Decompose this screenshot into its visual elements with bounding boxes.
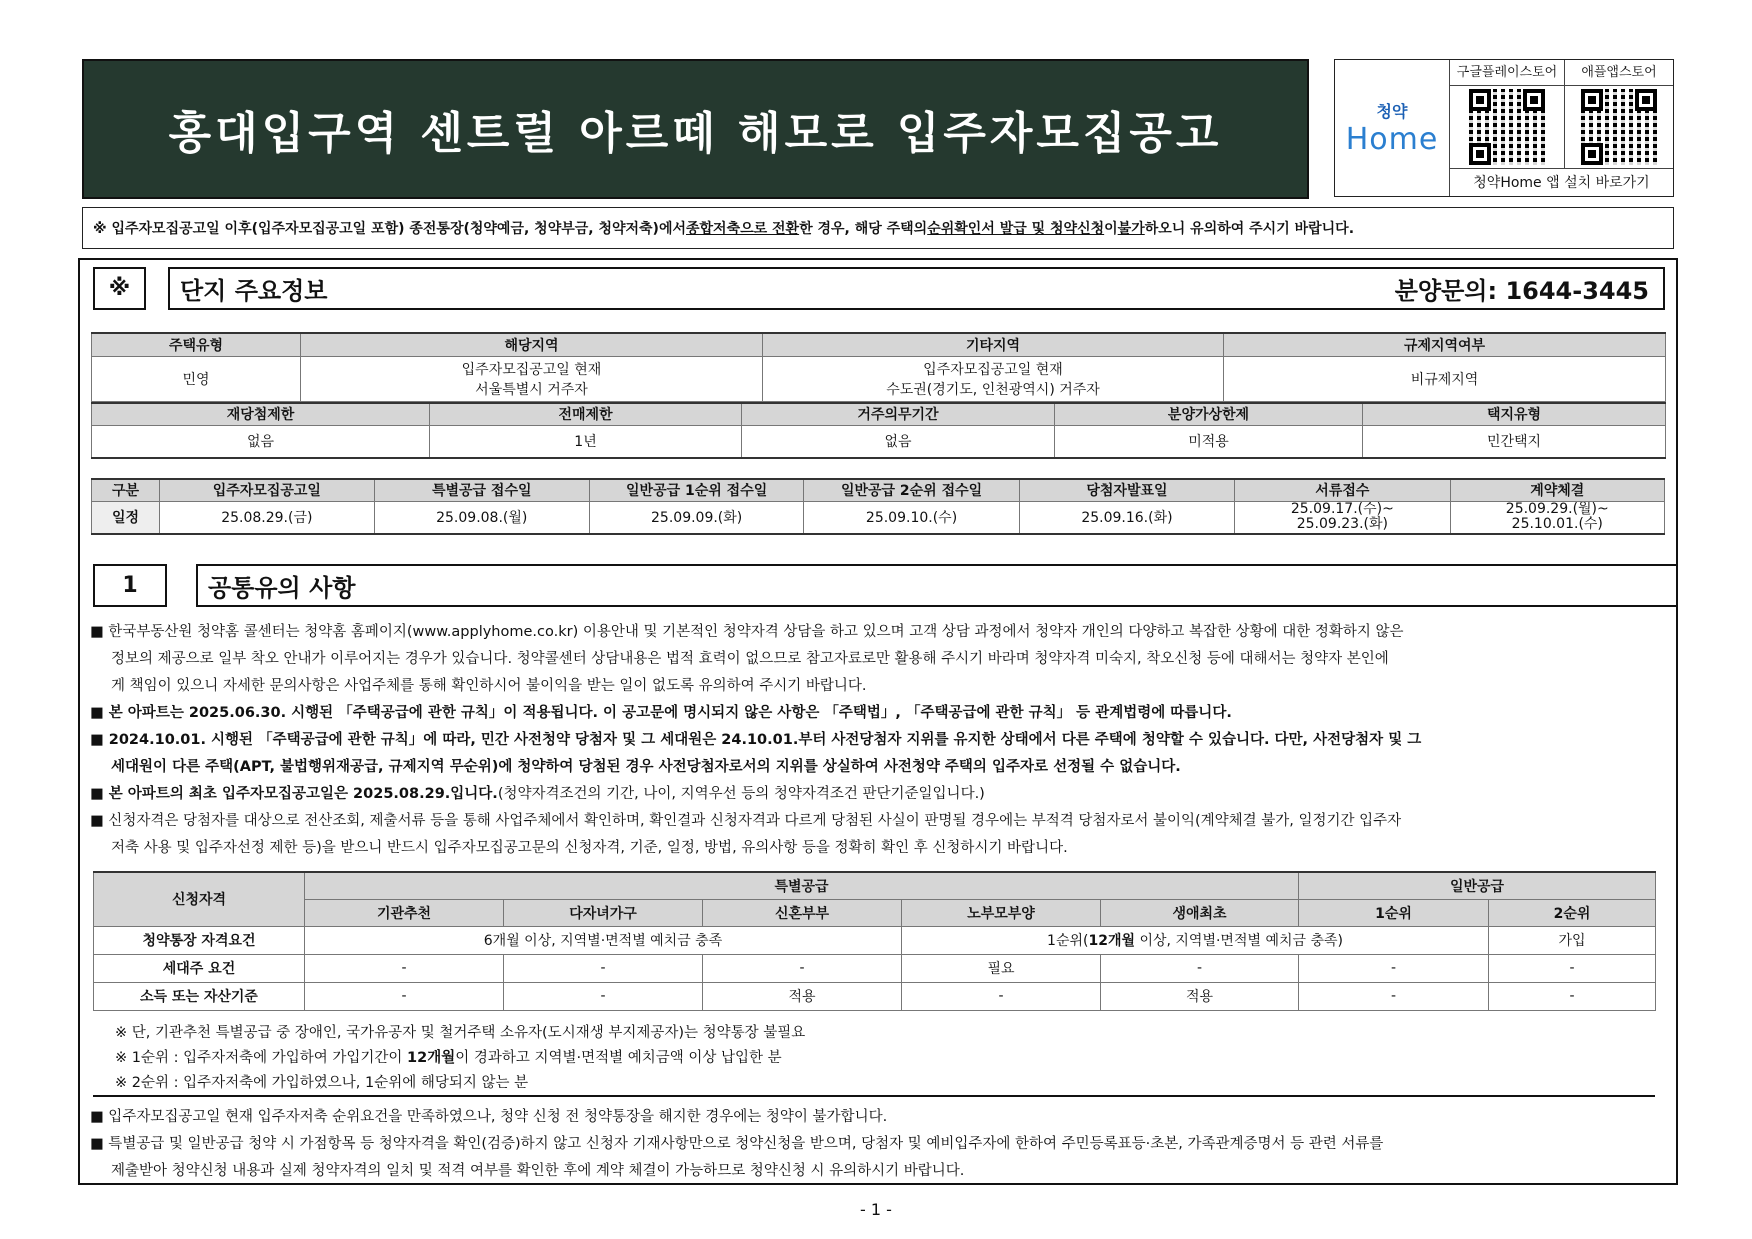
header-housing-type: 주택유형 <box>92 333 301 356</box>
para-callcenter <box>90 619 1670 700</box>
text-part: 1순위( <box>1047 933 1089 949</box>
cell: - <box>1489 982 1656 1010</box>
section-title-common-notes: 공통유의 사항 <box>196 564 1678 607</box>
cell: - <box>902 982 1101 1010</box>
page-title: 홍대입구역 센트럴 아르떼 해모로 입주자모집공고 <box>168 108 1223 159</box>
cell-residence-duty: 없음 <box>742 425 1055 458</box>
cell: - <box>1101 954 1299 982</box>
para-first-announce <box>90 781 1670 808</box>
complex-info-table <box>91 332 1666 402</box>
cell-local-region <box>301 356 763 401</box>
note-rank2: ※ 2순위 : 입주자저축에 가입하였으나, 1순위에 해당되지 않는 분 <box>115 1075 529 1091</box>
passbook-notice <box>82 207 1674 249</box>
applyhome-logo <box>1335 60 1450 196</box>
google-qr-code-icon <box>1469 89 1545 165</box>
page-number: - 1 - <box>860 1200 892 1219</box>
cell-special-date: 25.09.08.(월) <box>374 501 589 534</box>
row-label-householder: 세대주 요건 <box>94 954 305 982</box>
row-label-passbook: 청약통장 자격요건 <box>94 926 305 954</box>
notice-text-2: 종합저축으로 전환 <box>686 221 800 237</box>
header-residence-duty: 거주의무기간 <box>742 403 1055 425</box>
text-part: 이상, 지역별·면적별 예치금 충족) <box>1135 933 1343 949</box>
notice-text-6: 불가 <box>1117 221 1145 237</box>
cell: 필요 <box>902 954 1101 982</box>
notice-text-7: 하오니 유의하여 주시기 바랍니다. <box>1144 221 1355 237</box>
cell: 적용 <box>1101 982 1299 1010</box>
header-newlywed: 신혼부부 <box>703 899 902 926</box>
text-line: ■ 2024.10.01. 시행된 「주택공급에 관한 규칙」에 따라, 민간 사전청약 당첨자 및 그 세대원은 24.10.01.부터 사전당첨자 지위를 유지한 상태에서 다른 주택에 청약할 수 있습니다. 다만, 사전당첨자 및 그 <box>90 732 1422 748</box>
header-first-time: 생애최초 <box>1101 899 1299 926</box>
logo-bottom-text: Home <box>1345 122 1439 157</box>
section-mark: ※ <box>93 267 146 310</box>
app-store-qr-block[interactable] <box>1565 60 1673 168</box>
cell-announce-date: 25.08.29.(금) <box>160 501 374 534</box>
cell-passbook-special: 6개월 이상, 지역별·면적별 예치금 충족 <box>305 926 902 954</box>
header-contract-date: 계약체결 <box>1450 479 1664 501</box>
header-land-type: 택지유형 <box>1363 403 1666 425</box>
apple-qr-code-icon <box>1581 89 1657 165</box>
header-local-region: 해당지역 <box>301 333 763 356</box>
header-other-region: 기타지역 <box>763 333 1224 356</box>
cell: - <box>504 982 703 1010</box>
cell-contract-date <box>1450 501 1664 534</box>
header-winner-date: 당첨자발표일 <box>1019 479 1234 501</box>
section-number: 1 <box>93 564 167 607</box>
text-line: ■ 특별공급 및 일반공급 청약 시 가점항목 등 청약자격을 확인(검증)하지 않고 신청자 기재사항만으로 청약신청을 받으며, 당첨자 및 예비입주자에 한하여 주민등록표등·초본, 가족관계증명서 등 관련 서류를 <box>90 1136 1384 1152</box>
cell-housing-type: 민영 <box>92 356 301 401</box>
header-price-cap: 분양가상한제 <box>1055 403 1363 425</box>
cell: - <box>1299 982 1489 1010</box>
cell-price-cap: 미적용 <box>1055 425 1363 458</box>
header-category: 구분 <box>92 479 160 501</box>
cell-line: 입주자모집공고일 현재 <box>923 361 1063 378</box>
cell: - <box>305 954 504 982</box>
header-elderly-parent: 노부모부양 <box>902 899 1101 926</box>
cell-document-date <box>1235 501 1450 534</box>
app-install-link[interactable]: 청약Home 앱 설치 바로가기 <box>1450 168 1673 196</box>
header-rank1: 1순위 <box>1299 899 1489 926</box>
text-line: 정보의 제공으로 일부 착오 안내가 이루어지는 경우가 있습니다. 청약콜센터 상담내용은 법적 효력이 없으므로 참고자료로만 활용해 주시기 바라며 청약자격 미숙지, 착오신청 등에 대해서는 청약자 본인에 <box>111 651 1389 667</box>
text-part: ※ 1순위 : 입주자저축에 가입하여 가입기간이 <box>115 1050 408 1066</box>
header-resale-limit: 전매제한 <box>430 403 742 425</box>
header-document-date: 서류접수 <box>1235 479 1450 501</box>
notice-text-5: 이 <box>1104 221 1118 237</box>
text-line: 제출받아 청약신청 내용과 실제 청약자격의 일치 및 적격 여부를 확인한 후에 계약 체결이 가능하므로 청약신청 시 유의하시기 바랍니다. <box>111 1163 965 1179</box>
text-line: 세대원이 다른 주택(APT, 불법행위재공급, 규제지역 무순위)에 청약하여 당첨된 경우 사전당첨자로서의 지위를 상실하여 사전청약 주택의 입주자로 선정될 수 없습니다. <box>111 759 1181 775</box>
header-announce-date: 입주자모집공고일 <box>160 479 374 501</box>
cell-passbook-rank1 <box>902 926 1489 954</box>
cell-line: 25.09.23.(화) <box>1296 516 1388 533</box>
logo-top-text: 청약 <box>1376 102 1408 121</box>
cell-rewin-limit: 없음 <box>92 425 430 458</box>
row-label-income: 소득 또는 자산기준 <box>94 982 305 1010</box>
text-line: ■ 신청자격은 당첨자를 대상으로 전산조회, 제출서류 등을 통해 사업주체에서 확인하며, 확인결과 신청자격과 다르게 당첨된 사실이 판명될 경우에는 부적격 당첨자로서 불이익(계약체결 불가, 일정기간 입주자 <box>90 813 1402 829</box>
cell-schedule-label: 일정 <box>92 501 160 534</box>
text-line: 게 책임이 있으니 자세한 문의사항은 사업주체를 통해 확인하시어 불이익을 받는 일이 없도록 유의하여 주시기 바랍니다. <box>111 678 867 694</box>
cell: - <box>1299 954 1489 982</box>
cell-resale-limit: 1년 <box>430 425 742 458</box>
restrictions-table <box>91 402 1666 459</box>
header-regulated-area: 규제지역여부 <box>1224 333 1666 356</box>
cell-rank2-date: 25.09.10.(수) <box>804 501 1019 534</box>
cell-land-type: 민간택지 <box>1363 425 1666 458</box>
cell: - <box>504 954 703 982</box>
cell-line: 25.10.01.(수) <box>1511 516 1603 533</box>
cell-line: 수도권(경기도, 인천광역시) 거주자 <box>886 381 1100 398</box>
cell-rank1-date: 25.09.09.(화) <box>589 501 803 534</box>
para-applicable-rules: ■ 본 아파트는 2025.06.30. 시행된 「주택공급에 관한 규칙」이 적용됩니다. 이 공고문에 명시되지 않은 사항은 「주택법」, 「주택공급에 관한 규칙」 등 관계법령에 따릅니다. <box>90 705 1232 721</box>
header-rewin-limit: 재당첨제한 <box>92 403 430 425</box>
note-rank1 <box>115 1046 782 1067</box>
cell-line: 25.09.29.(월)~ <box>1505 501 1609 518</box>
para-cancelled-passbook: ■ 입주자모집공고일 현재 입주자저축 순위요건을 만족하였으나, 청약 신청 전 청약통장을 해지한 경우에는 청약이 불가합니다. <box>90 1109 888 1125</box>
header-special-supply: 특별공급 <box>305 872 1299 899</box>
header-rank2-date: 일반공급 2순위 접수일 <box>804 479 1019 501</box>
cell-line: 입주자모집공고일 현재 <box>461 361 602 378</box>
header-rank2: 2순위 <box>1489 899 1656 926</box>
header-special-date: 특별공급 접수일 <box>374 479 589 501</box>
text-part-bold: 12개월 <box>407 1050 456 1066</box>
schedule-table <box>91 478 1665 535</box>
google-play-label: 구글플레이스토어 <box>1450 60 1564 86</box>
cell: - <box>703 954 902 982</box>
para-verification <box>90 1131 1670 1185</box>
header-rank1-date: 일반공급 1순위 접수일 <box>589 479 803 501</box>
text-line: ■ 한국부동산원 청약홈 콜센터는 청약홈 홈페이지(www.applyhome.co.kr) 이용안내 및 기본적인 청약자격 상담을 하고 있으며 고객 상담 과정에서 청약자 개인의 다양하고 복잡한 상황에 대한 정확하지 않은 <box>90 624 1404 640</box>
cell-other-region <box>763 356 1224 401</box>
text-normal: (청약자격조건의 기간, 나이, 지역우선 등의 청약자격조건 판단기준일입니다.) <box>497 786 985 802</box>
cell: 적용 <box>703 982 902 1010</box>
google-play-qr-block[interactable] <box>1450 60 1565 168</box>
cell-line: 25.09.17.(수)~ <box>1290 501 1394 518</box>
notice-text-4: 순위확인서 발급 및 청약신청 <box>927 221 1105 237</box>
text-part: 이 경과하고 지역별·면적별 예치금액 이상 납입한 분 <box>455 1050 782 1066</box>
cell-regulated-area: 비규제지역 <box>1224 356 1666 401</box>
text-part-bold: 12개월 <box>1088 933 1135 949</box>
divider <box>93 1095 1655 1097</box>
app-qr-panel <box>1334 59 1674 197</box>
app-store-label: 애플앱스토어 <box>1565 60 1673 86</box>
cell: - <box>1489 954 1656 982</box>
para-pre-subscription <box>90 727 1670 781</box>
cell-winner-date: 25.09.16.(화) <box>1019 501 1234 534</box>
cell-line: 서울특별시 거주자 <box>475 381 588 398</box>
section-title: 단지 주요정보 <box>180 277 328 305</box>
header-eligibility: 신청자격 <box>94 872 305 926</box>
cell: - <box>305 982 504 1010</box>
section-header-complex-info <box>168 267 1665 310</box>
notice-text-1: ※ 입주자모집공고일 이후(입주자모집공고일 포함) 종전통장(청약예금, 청약부금, 청약저축)에서 <box>93 221 686 237</box>
eligibility-table <box>93 871 1656 1011</box>
note-exemption: ※ 단, 기관추천 특별공급 중 장애인, 국가유공자 및 철거주택 소유자(도시재생 부지제공자)는 청약통장 불필요 <box>115 1025 806 1041</box>
sales-contact: 분양문의: 1644-3445 <box>1394 277 1649 305</box>
text-line: 저축 사용 및 입주자선정 제한 등)을 받으니 반드시 입주자모집공고문의 신청자격, 기준, 일정, 방법, 유의사항 등을 정확히 확인 후 신청하시기 바랍니다. <box>111 840 1068 856</box>
header-institution: 기관추천 <box>305 899 504 926</box>
para-eligibility-check <box>90 808 1670 862</box>
header-general-supply: 일반공급 <box>1299 872 1656 899</box>
header-multi-child: 다자녀가구 <box>504 899 703 926</box>
text-bold: ■ 본 아파트의 최초 입주자모집공고일은 2025.08.29.입니다. <box>90 786 498 802</box>
cell-passbook-rank2: 가입 <box>1489 926 1656 954</box>
notice-text-3: 한 경우, 해당 주택의 <box>799 221 928 237</box>
title-banner <box>82 59 1309 199</box>
